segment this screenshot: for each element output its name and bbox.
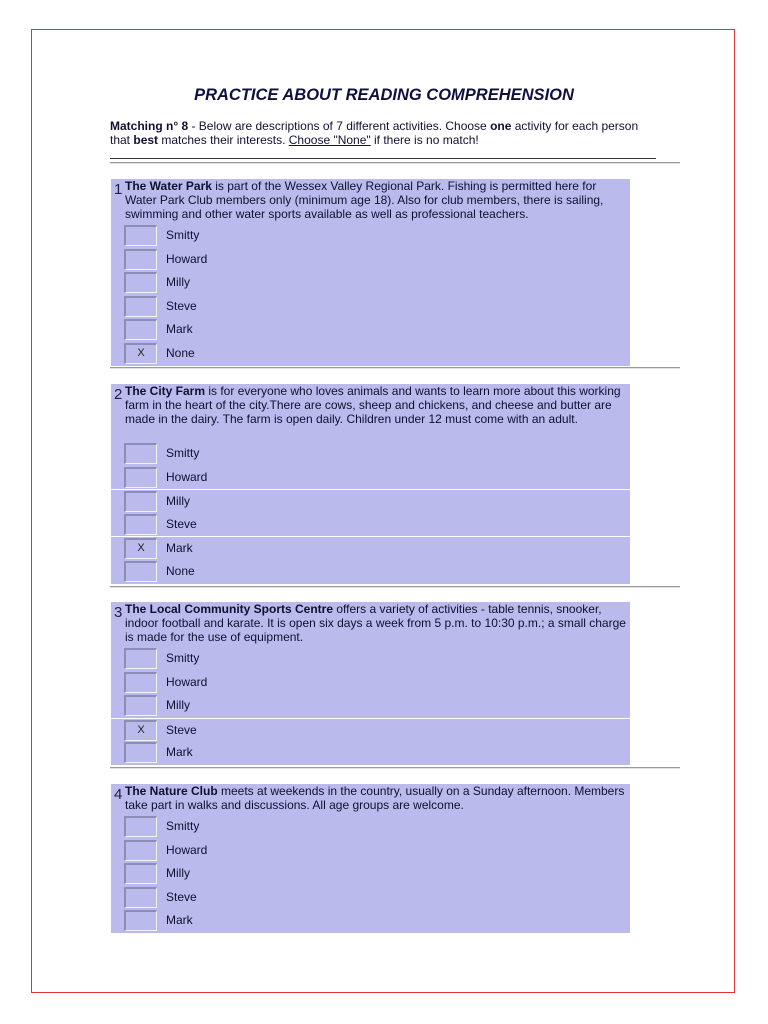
option-row bbox=[111, 271, 630, 295]
option-row bbox=[111, 839, 630, 863]
answer-box[interactable] bbox=[124, 467, 157, 488]
instructions bbox=[110, 119, 650, 147]
answer-box[interactable] bbox=[124, 491, 157, 512]
answer-box[interactable] bbox=[124, 561, 157, 582]
option-label: Mark bbox=[166, 913, 193, 928]
question-description bbox=[111, 784, 630, 815]
answer-box[interactable] bbox=[124, 225, 157, 246]
exercise-label: Matching n° 8 bbox=[110, 119, 189, 133]
answer-box[interactable]: X bbox=[124, 720, 157, 741]
activity-description: is part of the Wessex Valley Regional Park. Fishing is permitted here for Water Park Club members only (minimum age 18). Also for club members, there is sailing, swimming and other water sports available as well as professional teachers. bbox=[125, 179, 604, 221]
option-row bbox=[111, 513, 630, 537]
activity-name: The City Farm bbox=[125, 384, 206, 398]
choose-none-hint: Choose "None" bbox=[288, 133, 371, 147]
option-row bbox=[111, 886, 630, 910]
question-number: 4 bbox=[114, 786, 123, 803]
activity-name: The Nature Club bbox=[125, 784, 218, 798]
option-row bbox=[111, 671, 630, 695]
option-label: Howard bbox=[166, 674, 208, 689]
option-row bbox=[111, 224, 630, 248]
option-label: Steve bbox=[166, 298, 197, 313]
answer-box[interactable] bbox=[124, 319, 157, 340]
question-description bbox=[111, 602, 630, 647]
option-label: Smitty bbox=[166, 651, 200, 665]
answer-box[interactable] bbox=[124, 742, 157, 763]
option-label: Milly bbox=[166, 866, 190, 881]
option-row bbox=[111, 815, 630, 839]
section-divider bbox=[110, 586, 680, 588]
option-row bbox=[111, 342, 630, 366]
option-label: None bbox=[166, 346, 195, 360]
option-row bbox=[111, 489, 630, 513]
section-divider bbox=[110, 367, 680, 369]
option-row bbox=[111, 248, 630, 272]
option-row bbox=[111, 718, 630, 742]
option-row bbox=[111, 466, 630, 490]
answer-box[interactable] bbox=[124, 272, 157, 293]
instructions-text: - Below are descriptions of 7 different activities. Choose bbox=[188, 119, 491, 133]
question-number: 2 bbox=[114, 386, 123, 403]
question-text bbox=[125, 784, 628, 812]
answer-box[interactable] bbox=[124, 910, 157, 931]
instructions-text: matches their interests. bbox=[158, 133, 289, 147]
answer-box[interactable] bbox=[124, 648, 157, 669]
section-divider bbox=[110, 162, 680, 164]
answer-box[interactable] bbox=[124, 863, 157, 884]
question-description bbox=[111, 384, 630, 442]
option-row bbox=[111, 295, 630, 319]
option-label: Howard bbox=[166, 251, 208, 266]
answer-box[interactable] bbox=[124, 443, 157, 464]
answer-box[interactable] bbox=[124, 514, 157, 535]
question-text bbox=[125, 602, 628, 644]
question-description bbox=[111, 179, 630, 224]
activity-name: The Local Community Sports Centre bbox=[125, 602, 334, 616]
activity-description: meets at weekends in the country, usually on a Sunday afternoon. Members take part in walks and discussions. All age groups are welcome. bbox=[125, 784, 625, 812]
answer-box[interactable] bbox=[124, 840, 157, 861]
question-number: 1 bbox=[114, 181, 123, 198]
option-label: Milly bbox=[166, 698, 190, 713]
page-title: PRACTICE ABOUT READING COMPREHENSION bbox=[194, 86, 574, 104]
instructions-emphasis: one bbox=[490, 119, 512, 133]
option-label: Smitty bbox=[166, 819, 200, 833]
option-row bbox=[111, 694, 630, 718]
question-number: 3 bbox=[114, 604, 123, 621]
instructions-text: activity for each person that bbox=[110, 119, 639, 147]
question-block bbox=[111, 602, 630, 765]
option-label: Smitty bbox=[166, 228, 200, 242]
option-row bbox=[111, 442, 630, 466]
question-block bbox=[111, 784, 630, 933]
answer-box[interactable]: X bbox=[124, 343, 157, 364]
question-block bbox=[111, 384, 630, 584]
answer-box[interactable] bbox=[124, 816, 157, 837]
option-label: Howard bbox=[166, 842, 208, 857]
option-row bbox=[111, 647, 630, 671]
instructions-text: if there is no match! bbox=[370, 133, 479, 147]
option-label: Milly bbox=[166, 494, 190, 509]
question-text bbox=[125, 384, 628, 426]
section-divider bbox=[110, 767, 680, 769]
answer-box[interactable] bbox=[124, 672, 157, 693]
option-row bbox=[111, 741, 630, 765]
activity-name: The Water Park bbox=[125, 179, 212, 193]
option-label: Steve bbox=[166, 889, 197, 904]
option-row bbox=[111, 536, 630, 560]
answer-box[interactable] bbox=[124, 695, 157, 716]
option-label: Mark bbox=[166, 541, 193, 556]
intro-divider bbox=[110, 158, 656, 159]
option-label: Howard bbox=[166, 469, 208, 484]
instructions-emphasis: best bbox=[133, 133, 159, 147]
activity-description: offers a variety of activities - table tennis, snooker, indoor football and karate. It is open six days a week from 5 p.m. to 10:30 p.m.; a small charge is made for the use of equipment. bbox=[125, 602, 626, 644]
option-row bbox=[111, 318, 630, 342]
option-label: Smitty bbox=[166, 446, 200, 460]
option-label: Steve bbox=[166, 516, 197, 531]
option-label: Steve bbox=[166, 722, 197, 737]
activity-description: is for everyone who loves animals and wants to learn more about this working farm in the heart of the city.There are cows, sheep and chickens, and cheese and butter are made in the dairy. The farm is open daily. Children under 12 must come with an adult. bbox=[125, 384, 621, 426]
option-label: Mark bbox=[166, 745, 193, 760]
answer-box[interactable] bbox=[124, 296, 157, 317]
question-block bbox=[111, 179, 630, 366]
option-label: Milly bbox=[166, 275, 190, 290]
answer-box[interactable] bbox=[124, 249, 157, 270]
option-label: None bbox=[166, 564, 195, 578]
answer-box[interactable] bbox=[124, 887, 157, 908]
option-row bbox=[111, 909, 630, 933]
question-text bbox=[125, 179, 628, 221]
option-row bbox=[111, 862, 630, 886]
answer-box[interactable]: X bbox=[124, 538, 157, 559]
option-label: Mark bbox=[166, 322, 193, 337]
option-row bbox=[111, 560, 630, 584]
